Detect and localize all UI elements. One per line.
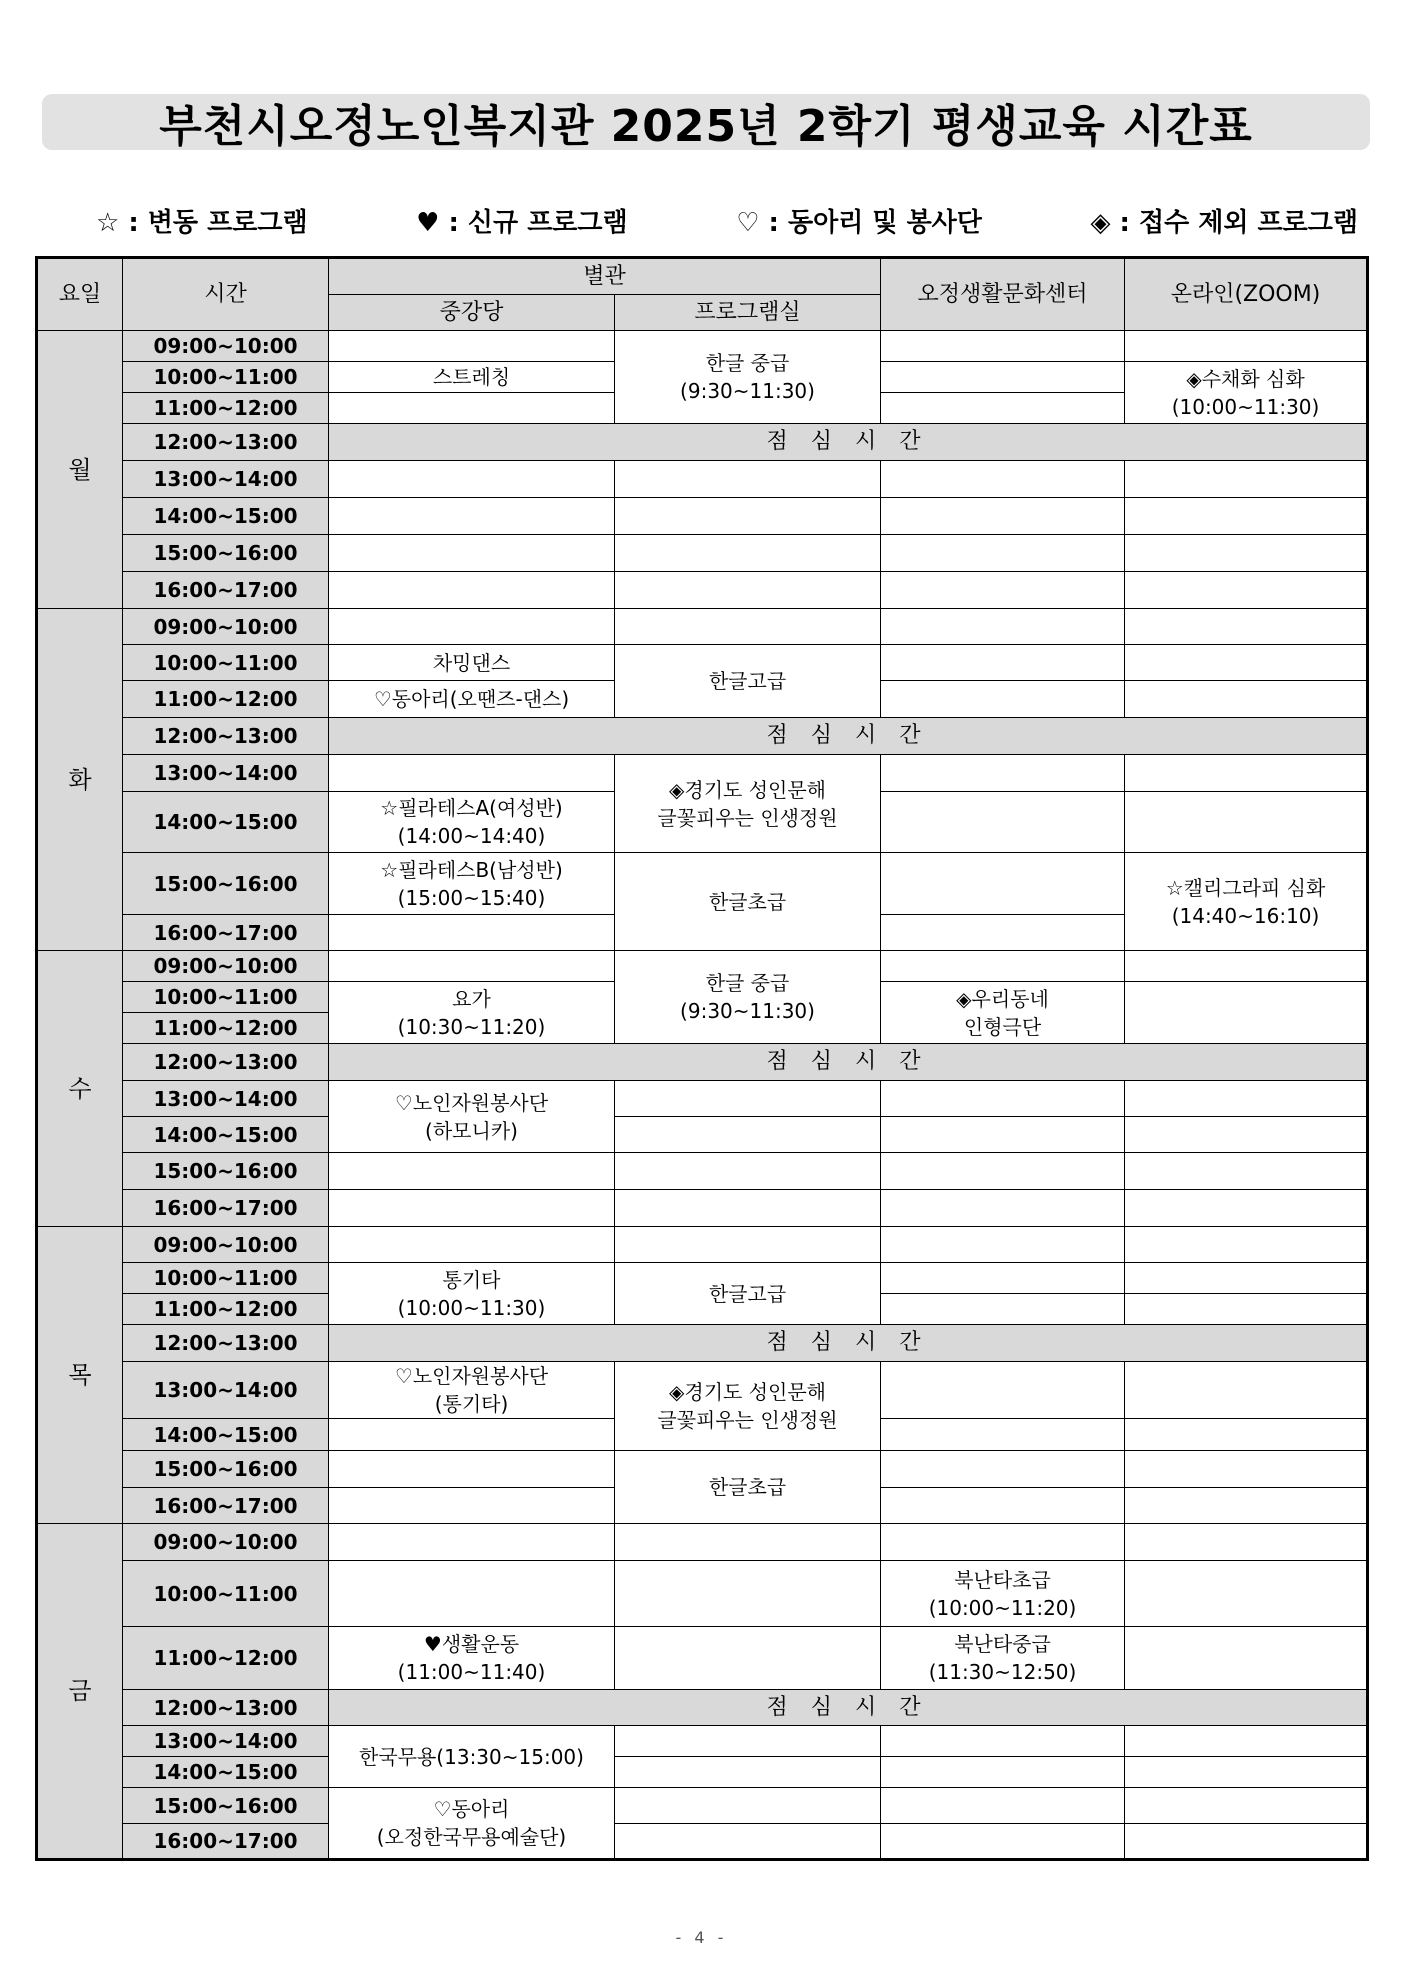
empty-cell bbox=[881, 853, 1125, 915]
header-annex: 별관 bbox=[329, 258, 881, 295]
empty-cell bbox=[881, 1190, 1125, 1227]
time-cell: 09:00~10:00 bbox=[123, 609, 329, 645]
empty-cell bbox=[615, 609, 881, 645]
empty-cell bbox=[1125, 461, 1368, 498]
heart-outline-icon: ♡ bbox=[736, 207, 760, 238]
program-cell: ♥생활운동 (11:00~11:40) bbox=[329, 1627, 615, 1690]
time-cell: 13:00~14:00 bbox=[123, 461, 329, 498]
program-cell: 한글고급 bbox=[615, 645, 881, 718]
legend-item-excluded: ◈ : 접수 제외 프로그램 bbox=[1090, 207, 1358, 238]
time-cell: 12:00~13:00 bbox=[123, 1690, 329, 1726]
lunch-row: 점 심 시 간 bbox=[329, 1044, 1368, 1081]
day-wed: 수 bbox=[37, 951, 123, 1227]
lunch-row: 점 심 시 간 bbox=[329, 718, 1368, 755]
empty-cell bbox=[1125, 1227, 1368, 1263]
legend bbox=[96, 202, 1358, 238]
time-cell: 14:00~15:00 bbox=[123, 1117, 329, 1153]
empty-cell bbox=[1125, 982, 1368, 1044]
time-cell: 16:00~17:00 bbox=[123, 915, 329, 951]
empty-cell bbox=[615, 1081, 881, 1117]
empty-cell bbox=[1125, 1824, 1368, 1860]
program-cell: ♡동아리(오땐즈-댄스) bbox=[329, 681, 615, 718]
empty-cell bbox=[1125, 1788, 1368, 1824]
empty-cell bbox=[329, 1451, 615, 1488]
program-cell: 스트레칭 bbox=[329, 362, 615, 393]
empty-cell bbox=[615, 1227, 881, 1263]
empty-cell bbox=[881, 1263, 1125, 1294]
empty-cell bbox=[329, 1524, 615, 1561]
program-cell: ♡노인자원봉사단 (통기타) bbox=[329, 1362, 615, 1419]
empty-cell bbox=[329, 461, 615, 498]
empty-cell bbox=[1125, 1190, 1368, 1227]
time-cell: 11:00~12:00 bbox=[123, 681, 329, 718]
time-cell: 15:00~16:00 bbox=[123, 1153, 329, 1190]
program-cell: 북난타중급 (11:30~12:50) bbox=[881, 1627, 1125, 1690]
header-hall: 중강당 bbox=[329, 295, 615, 331]
lunch-row: 점 심 시 간 bbox=[329, 424, 1368, 461]
empty-cell bbox=[1125, 1488, 1368, 1524]
empty-cell bbox=[329, 331, 615, 362]
time-cell: 15:00~16:00 bbox=[123, 1451, 329, 1488]
time-cell: 13:00~14:00 bbox=[123, 1081, 329, 1117]
time-cell: 09:00~10:00 bbox=[123, 1227, 329, 1263]
empty-cell bbox=[329, 755, 615, 792]
program-cell: 한글초급 bbox=[615, 1451, 881, 1524]
day-tue: 화 bbox=[37, 609, 123, 951]
time-cell: 16:00~17:00 bbox=[123, 1488, 329, 1524]
time-cell: 14:00~15:00 bbox=[123, 1757, 329, 1788]
page-title: 부천시오정노인복지관 2025년 2학기 평생교육 시간표 bbox=[42, 94, 1370, 150]
empty-cell bbox=[1125, 1524, 1368, 1561]
empty-cell bbox=[329, 1419, 615, 1451]
empty-cell bbox=[329, 1153, 615, 1190]
empty-cell bbox=[881, 1524, 1125, 1561]
program-cell: 통기타 (10:00~11:30) bbox=[329, 1263, 615, 1325]
header-time: 시간 bbox=[123, 258, 329, 331]
empty-cell bbox=[881, 331, 1125, 362]
empty-cell bbox=[881, 1419, 1125, 1451]
empty-cell bbox=[1125, 1627, 1368, 1690]
program-cell: 한국무용(13:30~15:00) bbox=[329, 1726, 615, 1788]
time-cell: 10:00~11:00 bbox=[123, 1263, 329, 1294]
empty-cell bbox=[329, 1190, 615, 1227]
program-cell: ◈경기도 성인문해 글꽃피우는 인생정원 bbox=[615, 1362, 881, 1451]
program-cell: ♡동아리 (오정한국무용예술단) bbox=[329, 1788, 615, 1860]
empty-cell bbox=[615, 1757, 881, 1788]
time-cell: 11:00~12:00 bbox=[123, 1294, 329, 1325]
empty-cell bbox=[1125, 1294, 1368, 1325]
empty-cell bbox=[881, 1081, 1125, 1117]
time-cell: 15:00~16:00 bbox=[123, 853, 329, 915]
empty-cell bbox=[881, 951, 1125, 982]
empty-cell bbox=[329, 535, 615, 572]
empty-cell bbox=[1125, 572, 1368, 609]
empty-cell bbox=[881, 1227, 1125, 1263]
time-cell: 11:00~12:00 bbox=[123, 393, 329, 424]
day-fri: 금 bbox=[37, 1524, 123, 1860]
program-cell: ☆필라테스B(남성반) (15:00~15:40) bbox=[329, 853, 615, 915]
time-cell: 13:00~14:00 bbox=[123, 755, 329, 792]
time-cell: 14:00~15:00 bbox=[123, 498, 329, 535]
empty-cell bbox=[881, 1451, 1125, 1488]
empty-cell bbox=[1125, 535, 1368, 572]
program-cell: ☆캘리그라피 심화 (14:40~16:10) bbox=[1125, 853, 1368, 951]
empty-cell bbox=[329, 915, 615, 951]
empty-cell bbox=[1125, 645, 1368, 681]
empty-cell bbox=[615, 1726, 881, 1757]
time-cell: 12:00~13:00 bbox=[123, 1325, 329, 1362]
program-cell: 북난타초급 (10:00~11:20) bbox=[881, 1561, 1125, 1627]
empty-cell bbox=[881, 1726, 1125, 1757]
empty-cell bbox=[329, 498, 615, 535]
empty-cell bbox=[881, 1153, 1125, 1190]
empty-cell bbox=[329, 609, 615, 645]
program-cell: ♡노인자원봉사단 (하모니카) bbox=[329, 1081, 615, 1153]
program-cell: 한글 중급 (9:30~11:30) bbox=[615, 951, 881, 1044]
day-mon: 월 bbox=[37, 331, 123, 609]
empty-cell bbox=[1125, 1726, 1368, 1757]
empty-cell bbox=[329, 1561, 615, 1627]
empty-cell bbox=[329, 1227, 615, 1263]
empty-cell bbox=[615, 1561, 881, 1627]
time-cell: 10:00~11:00 bbox=[123, 1561, 329, 1627]
empty-cell bbox=[881, 792, 1125, 853]
timetable bbox=[35, 256, 1369, 1861]
empty-cell bbox=[881, 915, 1125, 951]
empty-cell bbox=[1125, 1081, 1368, 1117]
empty-cell bbox=[615, 461, 881, 498]
empty-cell bbox=[881, 572, 1125, 609]
time-cell: 09:00~10:00 bbox=[123, 1524, 329, 1561]
legend-item-changed: ☆ : 변동 프로그램 bbox=[96, 207, 308, 238]
empty-cell bbox=[1125, 755, 1368, 792]
program-cell: 한글 중급 (9:30~11:30) bbox=[615, 331, 881, 424]
empty-cell bbox=[881, 681, 1125, 718]
empty-cell bbox=[1125, 331, 1368, 362]
program-cell: 요가 (10:30~11:20) bbox=[329, 982, 615, 1044]
program-cell: ☆필라테스A(여성반) (14:00~14:40) bbox=[329, 792, 615, 853]
program-cell: ◈우리동네 인형극단 bbox=[881, 982, 1125, 1044]
empty-cell bbox=[615, 535, 881, 572]
empty-cell bbox=[615, 498, 881, 535]
empty-cell bbox=[615, 1117, 881, 1153]
empty-cell bbox=[881, 362, 1125, 393]
time-cell: 12:00~13:00 bbox=[123, 1044, 329, 1081]
empty-cell bbox=[1125, 1117, 1368, 1153]
program-cell: 차밍댄스 bbox=[329, 645, 615, 681]
empty-cell bbox=[615, 1627, 881, 1690]
empty-cell bbox=[1125, 1561, 1368, 1627]
time-cell: 13:00~14:00 bbox=[123, 1362, 329, 1419]
empty-cell bbox=[881, 1294, 1125, 1325]
empty-cell bbox=[881, 1788, 1125, 1824]
empty-cell bbox=[881, 1362, 1125, 1419]
empty-cell bbox=[881, 393, 1125, 424]
empty-cell bbox=[329, 951, 615, 982]
program-cell: ◈수채화 심화 (10:00~11:30) bbox=[1125, 362, 1368, 424]
time-cell: 10:00~11:00 bbox=[123, 362, 329, 393]
time-cell: 12:00~13:00 bbox=[123, 718, 329, 755]
empty-cell bbox=[615, 1524, 881, 1561]
legend-item-new: ♥ : 신규 프로그램 bbox=[416, 207, 628, 238]
empty-cell bbox=[615, 572, 881, 609]
empty-cell bbox=[881, 1824, 1125, 1860]
time-cell: 11:00~12:00 bbox=[123, 1627, 329, 1690]
empty-cell bbox=[615, 1190, 881, 1227]
empty-cell bbox=[1125, 609, 1368, 645]
empty-cell bbox=[1125, 951, 1368, 982]
empty-cell bbox=[615, 1153, 881, 1190]
time-cell: 09:00~10:00 bbox=[123, 331, 329, 362]
empty-cell bbox=[881, 755, 1125, 792]
time-cell: 12:00~13:00 bbox=[123, 424, 329, 461]
time-cell: 15:00~16:00 bbox=[123, 535, 329, 572]
header-center: 오정생활문화센터 bbox=[881, 258, 1125, 331]
empty-cell bbox=[1125, 1757, 1368, 1788]
star-icon: ☆ bbox=[96, 207, 120, 238]
empty-cell bbox=[881, 609, 1125, 645]
time-cell: 09:00~10:00 bbox=[123, 951, 329, 982]
time-cell: 15:00~16:00 bbox=[123, 1788, 329, 1824]
time-cell: 16:00~17:00 bbox=[123, 1824, 329, 1860]
header-day: 요일 bbox=[37, 258, 123, 331]
lunch-row: 점 심 시 간 bbox=[329, 1690, 1368, 1726]
empty-cell bbox=[1125, 1451, 1368, 1488]
header-room: 프로그램실 bbox=[615, 295, 881, 331]
empty-cell bbox=[1125, 1153, 1368, 1190]
time-cell: 16:00~17:00 bbox=[123, 572, 329, 609]
empty-cell bbox=[881, 498, 1125, 535]
empty-cell bbox=[615, 1788, 881, 1824]
legend-item-club: ♡ : 동아리 및 봉사단 bbox=[736, 207, 982, 238]
empty-cell bbox=[881, 461, 1125, 498]
empty-cell bbox=[615, 1824, 881, 1860]
time-cell: 10:00~11:00 bbox=[123, 982, 329, 1013]
empty-cell bbox=[329, 1488, 615, 1524]
empty-cell bbox=[881, 645, 1125, 681]
empty-cell bbox=[1125, 1263, 1368, 1294]
empty-cell bbox=[1125, 498, 1368, 535]
program-cell: ◈경기도 성인문해 글꽃피우는 인생정원 bbox=[615, 755, 881, 853]
program-cell: 한글초급 bbox=[615, 853, 881, 951]
day-thu: 목 bbox=[37, 1227, 123, 1524]
empty-cell bbox=[1125, 681, 1368, 718]
lunch-row: 점 심 시 간 bbox=[329, 1325, 1368, 1362]
empty-cell bbox=[329, 572, 615, 609]
empty-cell bbox=[881, 1488, 1125, 1524]
diamond-icon: ◈ bbox=[1090, 207, 1111, 238]
empty-cell bbox=[881, 1757, 1125, 1788]
time-cell: 13:00~14:00 bbox=[123, 1726, 329, 1757]
time-cell: 10:00~11:00 bbox=[123, 645, 329, 681]
empty-cell bbox=[329, 393, 615, 424]
program-cell: 한글고급 bbox=[615, 1263, 881, 1325]
time-cell: 14:00~15:00 bbox=[123, 792, 329, 853]
empty-cell bbox=[1125, 1362, 1368, 1419]
heart-filled-icon: ♥ bbox=[416, 207, 440, 238]
page-number: - 4 - bbox=[675, 1928, 728, 1947]
empty-cell bbox=[1125, 792, 1368, 853]
time-cell: 11:00~12:00 bbox=[123, 1013, 329, 1044]
empty-cell bbox=[881, 1117, 1125, 1153]
empty-cell bbox=[1125, 1419, 1368, 1451]
empty-cell bbox=[881, 535, 1125, 572]
header-online: 온라인(ZOOM) bbox=[1125, 258, 1368, 331]
time-cell: 16:00~17:00 bbox=[123, 1190, 329, 1227]
time-cell: 14:00~15:00 bbox=[123, 1419, 329, 1451]
